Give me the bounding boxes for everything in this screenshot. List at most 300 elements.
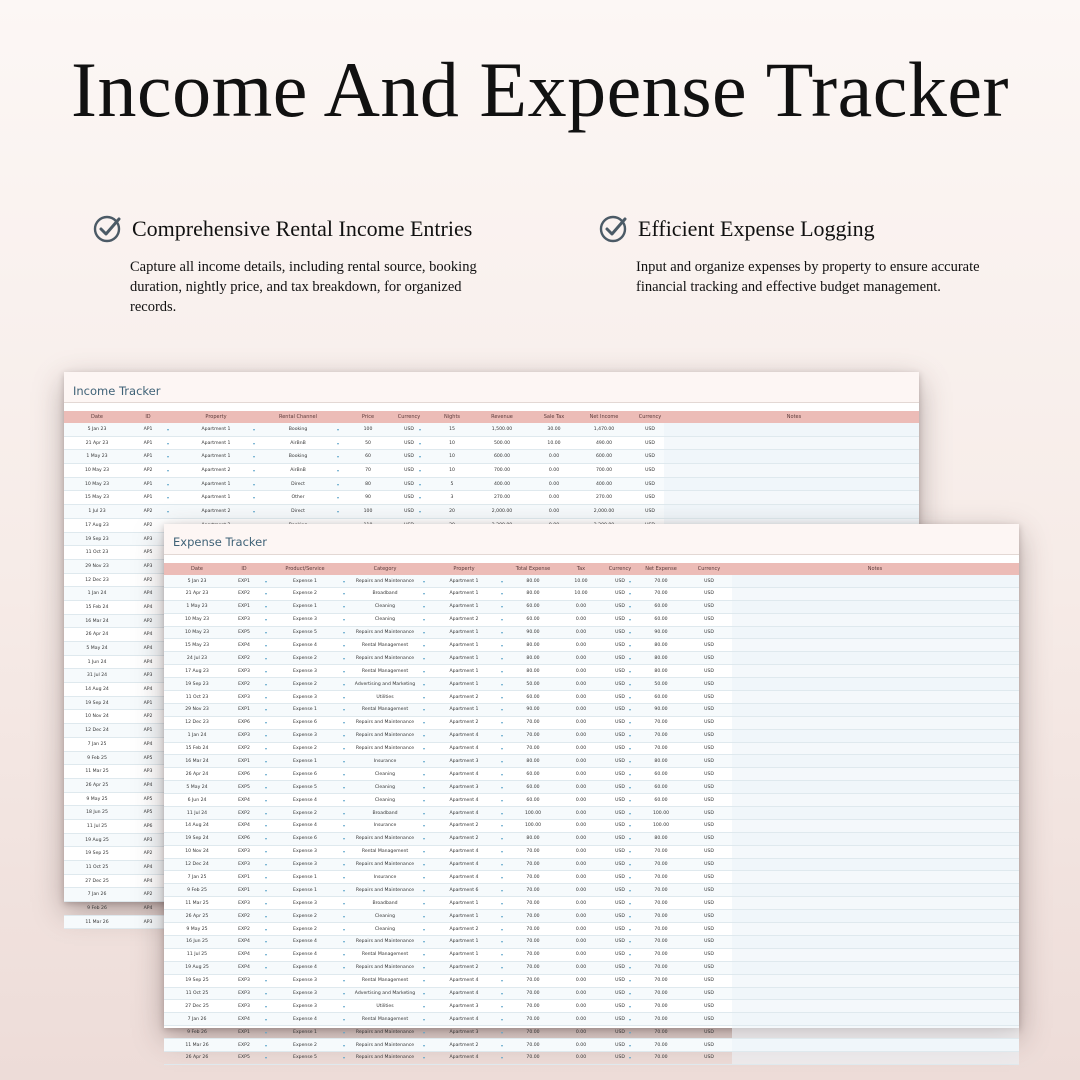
table-row[interactable] bbox=[164, 743, 1019, 756]
table-cell[interactable]: Expense 3 bbox=[293, 900, 317, 906]
dropdown-arrow-icon[interactable]: ▾ bbox=[422, 630, 426, 636]
table-cell[interactable]: USD bbox=[704, 720, 714, 726]
table-cell[interactable]: Expense 6 bbox=[293, 836, 317, 842]
table-cell[interactable]: Expense 5 bbox=[293, 1055, 317, 1061]
dropdown-arrow-icon[interactable]: ▾ bbox=[500, 1016, 504, 1022]
dropdown-arrow-icon[interactable]: ▾ bbox=[628, 797, 632, 803]
table-cell[interactable]: AP1 bbox=[143, 454, 153, 460]
table-cell[interactable]: Apartment 4 bbox=[449, 1055, 479, 1061]
table-cell[interactable]: Expense 1 bbox=[293, 578, 317, 584]
table-cell[interactable]: Expense 3 bbox=[293, 733, 317, 739]
table-cell[interactable]: Expense 1 bbox=[293, 758, 317, 764]
table-cell[interactable]: 1 Jan 24 bbox=[87, 591, 107, 597]
dropdown-arrow-icon[interactable]: ▾ bbox=[166, 481, 170, 487]
notes-cell[interactable] bbox=[732, 884, 1019, 896]
table-cell[interactable]: AP1 bbox=[143, 495, 153, 501]
table-cell[interactable]: Apartment 1 bbox=[449, 681, 479, 687]
table-cell[interactable]: Booking bbox=[288, 427, 308, 432]
table-cell[interactable]: 0.00 bbox=[575, 630, 587, 636]
notes-cell[interactable] bbox=[732, 781, 1019, 793]
dropdown-arrow-icon[interactable]: ▾ bbox=[264, 784, 268, 790]
table-cell[interactable]: 0.00 bbox=[575, 668, 587, 674]
table-cell[interactable]: 70.00 bbox=[526, 1016, 540, 1022]
table-cell[interactable]: 11 Mar 26 bbox=[85, 919, 109, 925]
table-cell[interactable]: USD bbox=[615, 1055, 625, 1061]
table-cell[interactable]: 10.00 bbox=[574, 578, 588, 584]
table-cell[interactable]: 11 Oct 25 bbox=[185, 991, 209, 996]
dropdown-arrow-icon[interactable]: ▾ bbox=[500, 926, 504, 932]
dropdown-arrow-icon[interactable]: ▾ bbox=[418, 495, 422, 501]
dropdown-arrow-icon[interactable]: ▾ bbox=[264, 874, 268, 880]
dropdown-arrow-icon[interactable]: ▾ bbox=[422, 1055, 426, 1061]
table-row[interactable] bbox=[64, 437, 919, 451]
table-cell[interactable]: 70.00 bbox=[526, 991, 540, 996]
table-row[interactable] bbox=[164, 601, 1019, 614]
dropdown-arrow-icon[interactable]: ▾ bbox=[418, 468, 422, 474]
table-cell[interactable]: 0.00 bbox=[575, 836, 587, 842]
table-cell[interactable]: Apartment 1 bbox=[449, 707, 479, 713]
dropdown-arrow-icon[interactable]: ▾ bbox=[418, 481, 422, 487]
table-cell[interactable]: 19 Sep 23 bbox=[185, 681, 209, 687]
dropdown-arrow-icon[interactable]: ▾ bbox=[422, 681, 426, 687]
table-row[interactable] bbox=[64, 450, 919, 464]
table-cell[interactable]: USD bbox=[615, 668, 625, 674]
notes-cell[interactable] bbox=[732, 601, 1019, 613]
table-cell[interactable]: USD bbox=[615, 707, 625, 713]
table-cell[interactable]: Apartment 4 bbox=[449, 771, 479, 777]
table-cell[interactable]: EXP3 bbox=[238, 978, 250, 984]
table-cell[interactable]: 500.00 bbox=[493, 440, 511, 446]
table-cell[interactable]: 70.00 bbox=[654, 874, 668, 880]
table-cell[interactable]: 70.00 bbox=[654, 900, 668, 906]
dropdown-arrow-icon[interactable]: ▾ bbox=[336, 454, 340, 460]
dropdown-arrow-icon[interactable]: ▾ bbox=[264, 578, 268, 584]
dropdown-arrow-icon[interactable]: ▾ bbox=[628, 823, 632, 829]
dropdown-arrow-icon[interactable]: ▾ bbox=[422, 694, 426, 700]
table-cell[interactable]: 16 Jun 25 bbox=[186, 939, 208, 945]
table-cell[interactable]: AP2 bbox=[143, 468, 153, 474]
table-cell[interactable]: 16 Mar 24 bbox=[185, 758, 209, 764]
table-cell[interactable]: 3 bbox=[450, 495, 454, 501]
table-row[interactable] bbox=[164, 962, 1019, 975]
table-cell[interactable]: 0.00 bbox=[575, 681, 587, 687]
table-cell[interactable]: EXP5 bbox=[238, 1055, 250, 1061]
table-cell[interactable]: 0.00 bbox=[548, 481, 560, 487]
table-cell[interactable]: 15 bbox=[449, 427, 455, 432]
notes-cell[interactable] bbox=[732, 768, 1019, 780]
table-cell[interactable]: 27 Dec 25 bbox=[185, 1003, 209, 1009]
table-cell[interactable]: Cleaning bbox=[374, 797, 396, 803]
table-cell[interactable]: 0.00 bbox=[575, 965, 587, 971]
table-cell[interactable]: 70.00 bbox=[526, 1003, 540, 1009]
table-cell[interactable]: 70.00 bbox=[526, 978, 540, 984]
dropdown-arrow-icon[interactable]: ▾ bbox=[500, 887, 504, 893]
table-cell[interactable]: AP2 bbox=[143, 509, 153, 515]
table-cell[interactable]: 0.00 bbox=[575, 823, 587, 829]
table-cell[interactable]: Apartment 4 bbox=[449, 978, 479, 984]
table-cell[interactable]: AP6 bbox=[143, 823, 153, 829]
table-cell[interactable]: 60 bbox=[365, 454, 371, 460]
dropdown-arrow-icon[interactable]: ▾ bbox=[264, 900, 268, 906]
notes-cell[interactable] bbox=[732, 910, 1019, 922]
table-cell[interactable]: USD bbox=[615, 1003, 625, 1009]
notes-cell[interactable] bbox=[732, 1000, 1019, 1012]
dropdown-arrow-icon[interactable]: ▾ bbox=[342, 926, 346, 932]
table-cell[interactable]: USD bbox=[615, 784, 625, 790]
table-cell[interactable]: USD bbox=[615, 874, 625, 880]
table-cell[interactable]: 0.00 bbox=[575, 746, 587, 752]
notes-cell[interactable] bbox=[732, 820, 1019, 832]
table-cell[interactable]: Apartment 4 bbox=[449, 797, 479, 803]
table-cell[interactable]: 0.00 bbox=[575, 707, 587, 713]
table-cell[interactable]: AP5 bbox=[143, 796, 153, 802]
table-cell[interactable]: 0.00 bbox=[575, 617, 587, 623]
table-row[interactable] bbox=[164, 730, 1019, 743]
dropdown-arrow-icon[interactable]: ▾ bbox=[422, 874, 426, 880]
table-cell[interactable]: Apartment 3 bbox=[449, 1003, 479, 1009]
table-cell[interactable]: EXP4 bbox=[238, 952, 250, 958]
table-cell[interactable]: 11 Jul 25 bbox=[186, 952, 208, 958]
dropdown-arrow-icon[interactable]: ▾ bbox=[422, 1016, 426, 1022]
dropdown-arrow-icon[interactable]: ▾ bbox=[342, 1042, 346, 1048]
table-cell[interactable]: 70.00 bbox=[526, 720, 540, 726]
table-cell[interactable]: 70.00 bbox=[654, 733, 668, 739]
table-cell[interactable]: Apartment 1 bbox=[449, 939, 479, 945]
notes-cell[interactable] bbox=[732, 614, 1019, 626]
dropdown-arrow-icon[interactable]: ▾ bbox=[500, 681, 504, 687]
dropdown-arrow-icon[interactable]: ▾ bbox=[264, 617, 268, 623]
table-cell[interactable]: AP4 bbox=[143, 687, 153, 693]
notes-cell[interactable] bbox=[732, 627, 1019, 639]
table-cell[interactable]: Apartment 1 bbox=[449, 655, 479, 661]
table-cell[interactable]: Expense 1 bbox=[293, 874, 317, 880]
table-cell[interactable]: 0.00 bbox=[575, 913, 587, 919]
table-cell[interactable]: Repairs and Maintenance bbox=[355, 965, 415, 971]
table-cell[interactable]: EXP3 bbox=[238, 991, 250, 996]
table-cell[interactable]: USD bbox=[704, 991, 714, 996]
table-cell[interactable]: EXP1 bbox=[238, 887, 250, 893]
table-cell[interactable]: 10 Nov 24 bbox=[185, 849, 209, 855]
table-cell[interactable]: AP2 bbox=[143, 618, 153, 624]
table-cell[interactable]: USD bbox=[615, 823, 625, 829]
dropdown-arrow-icon[interactable]: ▾ bbox=[628, 720, 632, 726]
table-cell[interactable]: USD bbox=[704, 591, 714, 597]
table-row[interactable] bbox=[164, 652, 1019, 665]
dropdown-arrow-icon[interactable]: ▾ bbox=[342, 823, 346, 829]
dropdown-arrow-icon[interactable]: ▾ bbox=[342, 874, 346, 880]
table-cell[interactable]: EXP1 bbox=[238, 1029, 250, 1035]
table-cell[interactable]: 70 bbox=[365, 468, 371, 474]
notes-cell[interactable] bbox=[732, 639, 1019, 651]
table-cell[interactable]: Expense 3 bbox=[293, 991, 317, 996]
dropdown-arrow-icon[interactable]: ▾ bbox=[336, 468, 340, 474]
table-cell[interactable]: AP2 bbox=[143, 714, 153, 720]
table-row[interactable] bbox=[164, 614, 1019, 627]
table-cell[interactable]: 12 Dec 24 bbox=[185, 862, 209, 868]
table-cell[interactable]: USD bbox=[615, 862, 625, 868]
table-cell[interactable]: 2,000.00 bbox=[491, 509, 513, 515]
dropdown-arrow-icon[interactable]: ▾ bbox=[628, 642, 632, 648]
table-cell[interactable]: AirBnB bbox=[290, 468, 306, 474]
table-cell[interactable]: AP4 bbox=[143, 906, 153, 912]
dropdown-arrow-icon[interactable]: ▾ bbox=[422, 952, 426, 958]
table-cell[interactable]: 70.00 bbox=[526, 887, 540, 893]
dropdown-arrow-icon[interactable]: ▾ bbox=[628, 707, 632, 713]
table-cell[interactable]: 80.00 bbox=[654, 758, 668, 764]
table-cell[interactable]: EXP2 bbox=[238, 655, 250, 661]
table-cell[interactable]: AP1 bbox=[143, 728, 153, 734]
notes-cell[interactable] bbox=[732, 1013, 1019, 1025]
notes-cell[interactable] bbox=[732, 833, 1019, 845]
table-cell[interactable]: 11 Jul 24 bbox=[186, 810, 208, 816]
table-cell[interactable]: 270.00 bbox=[595, 495, 613, 501]
table-cell[interactable]: 0.00 bbox=[548, 495, 560, 501]
table-cell[interactable]: Apartment 2 bbox=[449, 823, 479, 829]
table-cell[interactable]: USD bbox=[704, 1016, 714, 1022]
table-cell[interactable]: Apartment 2 bbox=[449, 965, 479, 971]
table-cell[interactable]: USD bbox=[615, 771, 625, 777]
table-cell[interactable]: 60.00 bbox=[526, 771, 540, 777]
notes-cell[interactable] bbox=[732, 962, 1019, 974]
table-cell[interactable]: 26 Apr 25 bbox=[85, 782, 109, 788]
table-cell[interactable]: Booking bbox=[288, 454, 308, 460]
notes-cell[interactable] bbox=[732, 794, 1019, 806]
table-cell[interactable]: 19 Aug 25 bbox=[185, 965, 209, 971]
table-row[interactable] bbox=[64, 505, 919, 519]
table-cell[interactable]: Cleaning bbox=[374, 617, 396, 623]
table-cell[interactable]: 5 Jan 23 bbox=[87, 427, 107, 432]
dropdown-arrow-icon[interactable]: ▾ bbox=[166, 454, 170, 460]
table-cell[interactable]: Apartment 6 bbox=[449, 887, 479, 893]
table-cell[interactable]: USD bbox=[615, 991, 625, 996]
table-cell[interactable]: USD bbox=[704, 630, 714, 636]
table-row[interactable] bbox=[64, 478, 919, 492]
table-cell[interactable]: 80.00 bbox=[526, 642, 540, 648]
dropdown-arrow-icon[interactable]: ▾ bbox=[422, 797, 426, 803]
table-cell[interactable]: Advertising and Marketing bbox=[354, 991, 416, 996]
table-cell[interactable]: USD bbox=[704, 1029, 714, 1035]
notes-cell[interactable] bbox=[732, 975, 1019, 987]
dropdown-arrow-icon[interactable]: ▾ bbox=[628, 681, 632, 687]
table-cell[interactable]: USD bbox=[615, 1029, 625, 1035]
dropdown-arrow-icon[interactable]: ▾ bbox=[500, 849, 504, 855]
table-cell[interactable]: 9 Feb 25 bbox=[87, 755, 107, 761]
dropdown-arrow-icon[interactable]: ▾ bbox=[264, 604, 268, 610]
dropdown-arrow-icon[interactable]: ▾ bbox=[422, 617, 426, 623]
table-cell[interactable]: USD bbox=[615, 733, 625, 739]
dropdown-arrow-icon[interactable]: ▾ bbox=[342, 991, 346, 996]
table-cell[interactable]: 80.00 bbox=[526, 578, 540, 584]
table-cell[interactable]: AP5 bbox=[143, 810, 153, 816]
notes-cell[interactable] bbox=[732, 743, 1019, 755]
table-cell[interactable]: 19 Sep 25 bbox=[85, 851, 109, 857]
dropdown-arrow-icon[interactable]: ▾ bbox=[628, 900, 632, 906]
table-cell[interactable]: USD bbox=[615, 604, 625, 610]
table-cell[interactable]: USD bbox=[615, 849, 625, 855]
dropdown-arrow-icon[interactable]: ▾ bbox=[264, 720, 268, 726]
dropdown-arrow-icon[interactable]: ▾ bbox=[500, 874, 504, 880]
dropdown-arrow-icon[interactable]: ▾ bbox=[628, 913, 632, 919]
table-cell[interactable]: 0.00 bbox=[575, 797, 587, 803]
notes-cell[interactable] bbox=[732, 665, 1019, 677]
table-cell[interactable]: USD bbox=[615, 797, 625, 803]
dropdown-arrow-icon[interactable]: ▾ bbox=[500, 939, 504, 945]
table-cell[interactable]: USD bbox=[615, 758, 625, 764]
dropdown-arrow-icon[interactable]: ▾ bbox=[264, 1029, 268, 1035]
dropdown-arrow-icon[interactable]: ▾ bbox=[342, 733, 346, 739]
dropdown-arrow-icon[interactable]: ▾ bbox=[264, 668, 268, 674]
table-cell[interactable]: AP2 bbox=[143, 892, 153, 898]
table-cell[interactable]: 21 Apr 23 bbox=[185, 591, 209, 597]
table-cell[interactable]: 70.00 bbox=[654, 887, 668, 893]
table-cell[interactable]: 270.00 bbox=[493, 495, 511, 501]
dropdown-arrow-icon[interactable]: ▾ bbox=[628, 887, 632, 893]
dropdown-arrow-icon[interactable]: ▾ bbox=[628, 1042, 632, 1048]
table-cell[interactable]: USD bbox=[404, 427, 414, 432]
table-cell[interactable]: AP2 bbox=[143, 522, 153, 528]
table-cell[interactable]: EXP1 bbox=[238, 874, 250, 880]
table-cell[interactable]: USD bbox=[704, 655, 714, 661]
table-cell[interactable]: Apartment 4 bbox=[449, 1016, 479, 1022]
table-cell[interactable]: 0.00 bbox=[575, 1016, 587, 1022]
dropdown-arrow-icon[interactable]: ▾ bbox=[264, 733, 268, 739]
table-cell[interactable]: 0.00 bbox=[575, 939, 587, 945]
dropdown-arrow-icon[interactable]: ▾ bbox=[264, 771, 268, 777]
table-row[interactable] bbox=[164, 1026, 1019, 1039]
table-cell[interactable]: 0.00 bbox=[575, 1042, 587, 1048]
table-cell[interactable]: USD bbox=[704, 642, 714, 648]
dropdown-arrow-icon[interactable]: ▾ bbox=[342, 642, 346, 648]
table-row[interactable] bbox=[164, 768, 1019, 781]
table-cell[interactable]: Expense 3 bbox=[293, 694, 317, 700]
table-cell[interactable]: Expense 3 bbox=[293, 978, 317, 984]
table-cell[interactable]: Expense 6 bbox=[293, 771, 317, 777]
table-cell[interactable]: 0.00 bbox=[575, 900, 587, 906]
table-cell[interactable]: USD bbox=[704, 810, 714, 816]
dropdown-arrow-icon[interactable]: ▾ bbox=[342, 746, 346, 752]
table-cell[interactable]: Repairs and Maintenance bbox=[355, 720, 415, 726]
dropdown-arrow-icon[interactable]: ▾ bbox=[628, 991, 632, 996]
table-cell[interactable]: 70.00 bbox=[654, 939, 668, 945]
dropdown-arrow-icon[interactable]: ▾ bbox=[422, 978, 426, 984]
table-cell[interactable]: 70.00 bbox=[654, 926, 668, 932]
table-cell[interactable]: AP4 bbox=[143, 591, 153, 597]
table-cell[interactable]: Repairs and Maintenance bbox=[355, 630, 415, 636]
table-cell[interactable]: USD bbox=[704, 862, 714, 868]
dropdown-arrow-icon[interactable]: ▾ bbox=[500, 1042, 504, 1048]
table-cell[interactable]: USD bbox=[404, 495, 414, 501]
notes-cell[interactable] bbox=[664, 491, 919, 504]
table-row[interactable] bbox=[164, 807, 1019, 820]
table-cell[interactable]: USD bbox=[704, 668, 714, 674]
dropdown-arrow-icon[interactable]: ▾ bbox=[422, 823, 426, 829]
table-cell[interactable]: USD bbox=[615, 642, 625, 648]
dropdown-arrow-icon[interactable]: ▾ bbox=[422, 642, 426, 648]
table-cell[interactable]: USD bbox=[645, 509, 655, 515]
dropdown-arrow-icon[interactable]: ▾ bbox=[422, 655, 426, 661]
table-cell[interactable]: Apartment 1 bbox=[201, 427, 231, 432]
table-cell[interactable]: EXP3 bbox=[238, 849, 250, 855]
table-cell[interactable]: USD bbox=[645, 481, 655, 487]
dropdown-arrow-icon[interactable]: ▾ bbox=[500, 630, 504, 636]
table-cell[interactable]: 70.00 bbox=[526, 1029, 540, 1035]
dropdown-arrow-icon[interactable]: ▾ bbox=[500, 668, 504, 674]
table-cell[interactable]: 11 Mar 25 bbox=[185, 900, 209, 906]
dropdown-arrow-icon[interactable]: ▾ bbox=[342, 849, 346, 855]
table-cell[interactable]: Utilities bbox=[376, 694, 394, 700]
table-cell[interactable]: 5 May 24 bbox=[86, 646, 108, 651]
table-cell[interactable]: 27 Dec 25 bbox=[85, 878, 109, 884]
table-cell[interactable]: AP3 bbox=[143, 536, 153, 542]
table-cell[interactable]: 1 May 23 bbox=[186, 604, 208, 610]
table-row[interactable] bbox=[64, 464, 919, 478]
dropdown-arrow-icon[interactable]: ▾ bbox=[628, 836, 632, 842]
table-cell[interactable]: AP1 bbox=[143, 700, 153, 706]
dropdown-arrow-icon[interactable]: ▾ bbox=[422, 991, 426, 996]
table-cell[interactable]: Apartment 1 bbox=[449, 900, 479, 906]
dropdown-arrow-icon[interactable]: ▾ bbox=[628, 784, 632, 790]
table-cell[interactable]: Apartment 1 bbox=[201, 495, 231, 501]
table-cell[interactable]: Apartment 1 bbox=[449, 952, 479, 958]
dropdown-arrow-icon[interactable]: ▾ bbox=[628, 655, 632, 661]
table-cell[interactable]: Apartment 1 bbox=[449, 604, 479, 610]
table-row[interactable] bbox=[64, 423, 919, 437]
table-cell[interactable]: 400.00 bbox=[493, 481, 511, 487]
table-cell[interactable]: Rental Management bbox=[361, 1016, 409, 1022]
dropdown-arrow-icon[interactable]: ▾ bbox=[418, 427, 422, 432]
table-cell[interactable]: USD bbox=[645, 495, 655, 501]
table-row[interactable] bbox=[164, 575, 1019, 588]
dropdown-arrow-icon[interactable]: ▾ bbox=[422, 1003, 426, 1009]
table-cell[interactable]: 0.00 bbox=[575, 642, 587, 648]
dropdown-arrow-icon[interactable]: ▾ bbox=[422, 668, 426, 674]
dropdown-arrow-icon[interactable]: ▾ bbox=[628, 862, 632, 868]
table-cell[interactable]: AirBnB bbox=[290, 440, 306, 446]
table-cell[interactable]: Cleaning bbox=[374, 926, 396, 932]
dropdown-arrow-icon[interactable]: ▾ bbox=[342, 720, 346, 726]
table-cell[interactable]: 0.00 bbox=[575, 694, 587, 700]
table-cell[interactable]: 60.00 bbox=[654, 771, 668, 777]
table-cell[interactable]: 0.00 bbox=[575, 874, 587, 880]
dropdown-arrow-icon[interactable]: ▾ bbox=[264, 1042, 268, 1048]
dropdown-arrow-icon[interactable]: ▾ bbox=[166, 495, 170, 501]
dropdown-arrow-icon[interactable]: ▾ bbox=[628, 591, 632, 597]
table-cell[interactable]: 19 Sep 24 bbox=[185, 836, 209, 842]
table-cell[interactable]: 5 Jan 23 bbox=[187, 578, 207, 584]
table-cell[interactable]: USD bbox=[645, 427, 655, 432]
notes-cell[interactable] bbox=[732, 575, 1019, 587]
table-cell[interactable]: EXP2 bbox=[238, 926, 250, 932]
table-cell[interactable]: USD bbox=[615, 746, 625, 752]
table-cell[interactable]: Insurance bbox=[373, 823, 397, 829]
table-cell[interactable]: EXP4 bbox=[238, 1016, 250, 1022]
table-cell[interactable]: AP3 bbox=[143, 919, 153, 925]
dropdown-arrow-icon[interactable]: ▾ bbox=[264, 991, 268, 996]
table-cell[interactable]: USD bbox=[704, 1055, 714, 1061]
table-cell[interactable]: 70.00 bbox=[654, 720, 668, 726]
table-cell[interactable]: Apartment 2 bbox=[449, 1042, 479, 1048]
table-cell[interactable]: 17 Aug 23 bbox=[185, 668, 209, 674]
table-cell[interactable]: EXP3 bbox=[238, 900, 250, 906]
table-row[interactable] bbox=[164, 704, 1019, 717]
table-cell[interactable]: USD bbox=[615, 694, 625, 700]
table-cell[interactable]: 70.00 bbox=[654, 978, 668, 984]
dropdown-arrow-icon[interactable]: ▾ bbox=[342, 1003, 346, 1009]
dropdown-arrow-icon[interactable]: ▾ bbox=[264, 810, 268, 816]
table-cell[interactable]: 26 Apr 24 bbox=[185, 771, 209, 777]
dropdown-arrow-icon[interactable]: ▾ bbox=[342, 604, 346, 610]
table-cell[interactable]: 31 Jul 24 bbox=[86, 673, 108, 679]
